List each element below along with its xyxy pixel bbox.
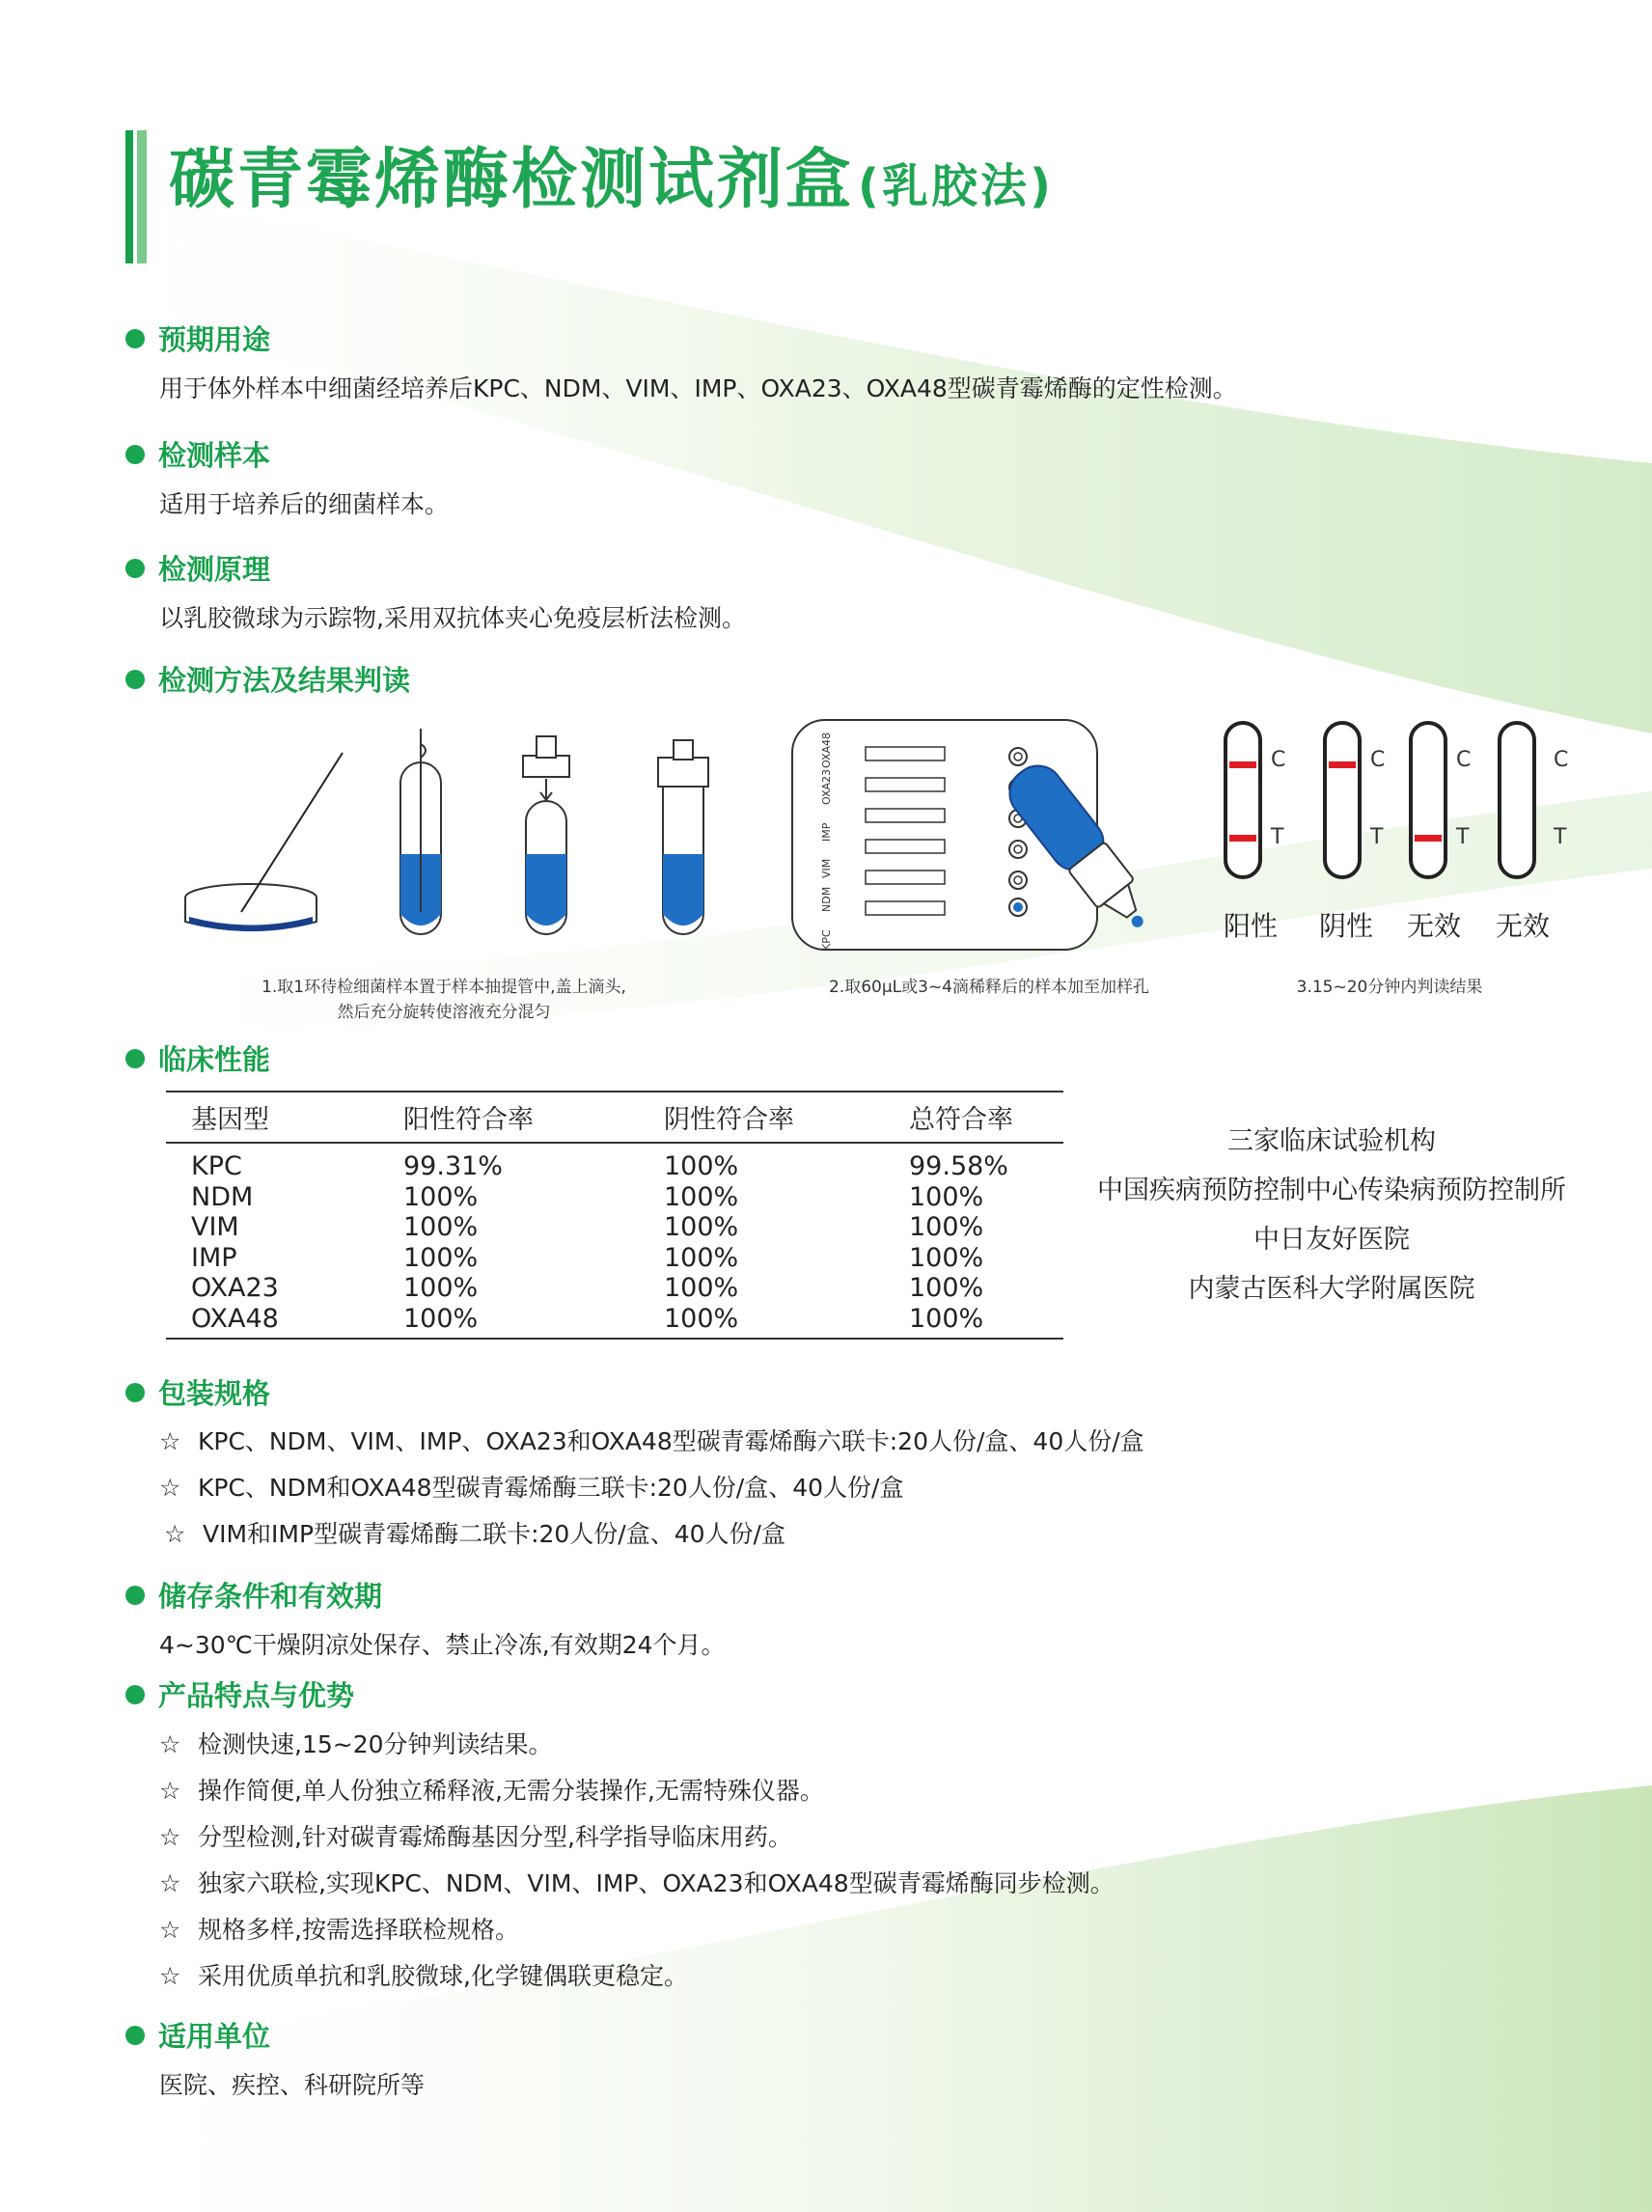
section-heading-principle [125, 548, 270, 588]
cell: 100% [909, 1181, 984, 1212]
feature-item [159, 1911, 519, 1946]
petri-dish-icon [185, 753, 343, 931]
table-row [166, 1212, 1063, 1243]
card-label-oxa48: OXA48 [820, 732, 833, 768]
cell: KPC [191, 1151, 242, 1181]
cell: 99.31% [403, 1151, 503, 1181]
cell: 100% [909, 1212, 984, 1242]
cell: 100% [909, 1242, 984, 1273]
title-accent-bar [125, 130, 133, 263]
item-text: 检测快速,15~20分钟判读结果。 [198, 1730, 553, 1758]
heading-text: 产品特点与优势 [158, 1679, 355, 1712]
star-icon: ☆ [159, 1869, 181, 1897]
item-text: 分型检测,针对碳青霉烯酶基因分型,科学指导临床用药。 [198, 1823, 792, 1851]
card-label-kpc: KPC [820, 929, 833, 951]
feature-item [159, 1865, 1115, 1899]
star-icon: ☆ [164, 1520, 186, 1548]
step2-caption: 2.取60μL或3~4滴稀释后的样本加至加样孔 [828, 978, 1149, 997]
col-header: 阴性符合率 [635, 1092, 886, 1143]
heading-text: 包装规格 [158, 1377, 271, 1410]
heading-text: 预期用途 [158, 323, 271, 356]
table-header-row [166, 1092, 1063, 1143]
strip-invalid-2 [1500, 723, 1534, 877]
cell: 100% [664, 1212, 739, 1242]
packaging-item [159, 1469, 903, 1504]
storage-text: 4~30℃干燥阴凉处保存、禁止冷冻,有效期24个月。 [159, 1631, 726, 1659]
feature-item [159, 1772, 824, 1807]
item-text: KPC、NDM和OXA48型碳青霉烯酶三联卡:20人份/盒、40人份/盒 [198, 1474, 904, 1502]
section-heading-sample [125, 434, 270, 474]
cell: VIM [191, 1212, 239, 1242]
institution-item: 中日友好医院 [1253, 1225, 1410, 1255]
caption-line: 1.取1环待检细菌样本置于样本抽提管中,盖上滴头, [262, 978, 626, 997]
tube-with-cap-icon [523, 736, 569, 934]
cell: 100% [909, 1273, 984, 1303]
tube-closed-icon [658, 740, 708, 934]
packaging-item [159, 1423, 1144, 1457]
cell: NDM [191, 1181, 254, 1212]
bullet-dot-icon [125, 1685, 145, 1704]
title-main: 碳青霉烯酶检测试剂盒 [169, 142, 855, 218]
col-header: 总符合率 [886, 1092, 1063, 1143]
cell: 100% [403, 1242, 479, 1273]
table-row [166, 1182, 1063, 1213]
card-label-imp: IMP [820, 822, 833, 842]
star-icon: ☆ [159, 1474, 181, 1502]
item-text: 采用优质单抗和乳胶微球,化学键偶联更稳定。 [198, 1962, 688, 1990]
caption-line: 然后充分旋转使溶液充分混匀 [337, 1003, 551, 1022]
page-title [169, 127, 1054, 221]
feature-item [159, 1726, 553, 1760]
table-row [166, 1273, 1063, 1304]
sample-text: 适用于培养后的细菌样本。 [159, 490, 450, 518]
cell: 100% [635, 1304, 886, 1340]
result-label-invalid: 无效 [1406, 910, 1461, 942]
item-text: 规格多样,按需选择联检规格。 [198, 1916, 519, 1944]
heading-text: 储存条件和有效期 [158, 1580, 383, 1613]
bullet-dot-icon [125, 1049, 145, 1068]
result-label-negative: 阴性 [1318, 910, 1373, 942]
heading-text: 检测原理 [158, 553, 271, 586]
clinical-performance-table [166, 1091, 1063, 1340]
section-heading-storage [125, 1575, 382, 1615]
cell: 100% [403, 1212, 479, 1242]
packaging-item [164, 1515, 785, 1550]
bullet-dot-icon [125, 329, 145, 348]
institutions-title: 三家临床试验机构 [1227, 1126, 1436, 1156]
section-heading-clinical [125, 1038, 270, 1078]
line-label-c: C [1370, 748, 1386, 772]
line-label-c: C [1271, 748, 1286, 772]
item-text: 独家六联检,实现KPC、NDM、VIM、IMP、OXA23和OXA48型碳青霉烯酶同步检测。 [198, 1869, 1115, 1897]
institution-item: 内蒙古医科大学附属医院 [1188, 1274, 1475, 1304]
col-header: 阳性符合率 [374, 1092, 635, 1143]
card-labels [820, 733, 859, 951]
heading-text: 检测方法及结果判读 [158, 664, 411, 697]
cell: 100% [403, 1181, 479, 1212]
bullet-dot-icon [125, 2026, 145, 2045]
star-icon: ☆ [159, 1777, 181, 1805]
heading-text: 检测样本 [158, 439, 271, 472]
principle-text: 以乳胶微球为示踪物,采用双抗体夹心免疫层析法检测。 [159, 604, 746, 632]
bullet-dot-icon [125, 559, 145, 578]
line-label-c: C [1456, 748, 1472, 772]
result-label-positive: 阳性 [1223, 910, 1278, 942]
card-label-oxa23: OXA23 [820, 768, 833, 805]
strip-positive [1225, 723, 1260, 877]
cell: 100% [403, 1273, 479, 1303]
bullet-dot-icon [125, 1586, 145, 1605]
cell: 99.58% [909, 1151, 1008, 1181]
cell: 100% [374, 1304, 635, 1340]
star-icon: ☆ [159, 1730, 181, 1758]
intended-use-text: 用于体外样本中细菌经培养后KPC、NDM、VIM、IMP、OXA23、OXA48型碳青霉烯酶的定性检测。 [159, 374, 1237, 402]
section-heading-packaging [125, 1372, 270, 1412]
section-heading-method [125, 659, 410, 699]
users-text: 医院、疾控、科研院所等 [159, 2071, 426, 2099]
title-accent-bar-light [137, 130, 147, 263]
section-heading-users [125, 2015, 270, 2055]
line-label-t: T [1271, 825, 1284, 849]
star-icon: ☆ [159, 1916, 181, 1944]
result-label-invalid: 无效 [1495, 910, 1550, 942]
item-text: 操作简便,单人份独立稀释液,无需分装操作,无需特殊仪器。 [198, 1777, 824, 1805]
line-label-t: T [1456, 825, 1470, 849]
bullet-dot-icon [125, 670, 145, 689]
feature-item [159, 1818, 792, 1853]
star-icon: ☆ [159, 1823, 181, 1851]
cell: OXA48 [166, 1304, 374, 1340]
table-row [166, 1143, 1063, 1182]
star-icon: ☆ [159, 1962, 181, 1990]
heading-text: 适用单位 [158, 2020, 271, 2053]
line-label-t: T [1554, 825, 1567, 849]
cell: 100% [664, 1273, 739, 1303]
cell: OXA23 [191, 1273, 279, 1303]
cell: IMP [191, 1242, 237, 1273]
tube-with-loop-icon [400, 729, 441, 934]
step3-caption: 3.15~20分钟内判读结果 [1296, 978, 1483, 997]
item-text: VIM和IMP型碳青霉烯酶二联卡:20人份/盒、40人份/盒 [203, 1520, 785, 1548]
table-row [166, 1243, 1063, 1274]
star-icon: ☆ [159, 1427, 181, 1455]
step1-caption [212, 975, 675, 1025]
cell: 100% [664, 1151, 739, 1181]
table-row [166, 1304, 1063, 1340]
col-header: 基因型 [166, 1092, 374, 1143]
card-label-vim: VIM [820, 858, 833, 878]
heading-text: 临床性能 [158, 1043, 271, 1076]
step1-illustration [183, 719, 724, 946]
item-text: KPC、NDM、VIM、IMP、OXA23和OXA48型碳青霉烯酶六联卡:20人份/盒、40人份/盒 [198, 1427, 1144, 1455]
result-strips-illustration [1216, 719, 1583, 883]
card-label-ndm: NDM [820, 886, 833, 912]
line-label-c: C [1554, 748, 1569, 772]
strip-invalid-1 [1411, 723, 1446, 877]
line-label-t: T [1370, 825, 1384, 849]
strip-negative [1325, 723, 1360, 877]
cell: 100% [886, 1304, 1063, 1340]
section-heading-intended-use [125, 318, 270, 358]
bullet-dot-icon [125, 445, 145, 464]
cell: 100% [664, 1242, 739, 1273]
title-sub: (乳胶法) [858, 159, 1054, 213]
cell: 100% [664, 1181, 739, 1212]
feature-item [159, 1957, 688, 1992]
institution-item: 中国疾病预防控制中心传染病预防控制所 [1097, 1175, 1566, 1205]
section-heading-features [125, 1674, 354, 1714]
bullet-dot-icon [125, 1383, 145, 1402]
